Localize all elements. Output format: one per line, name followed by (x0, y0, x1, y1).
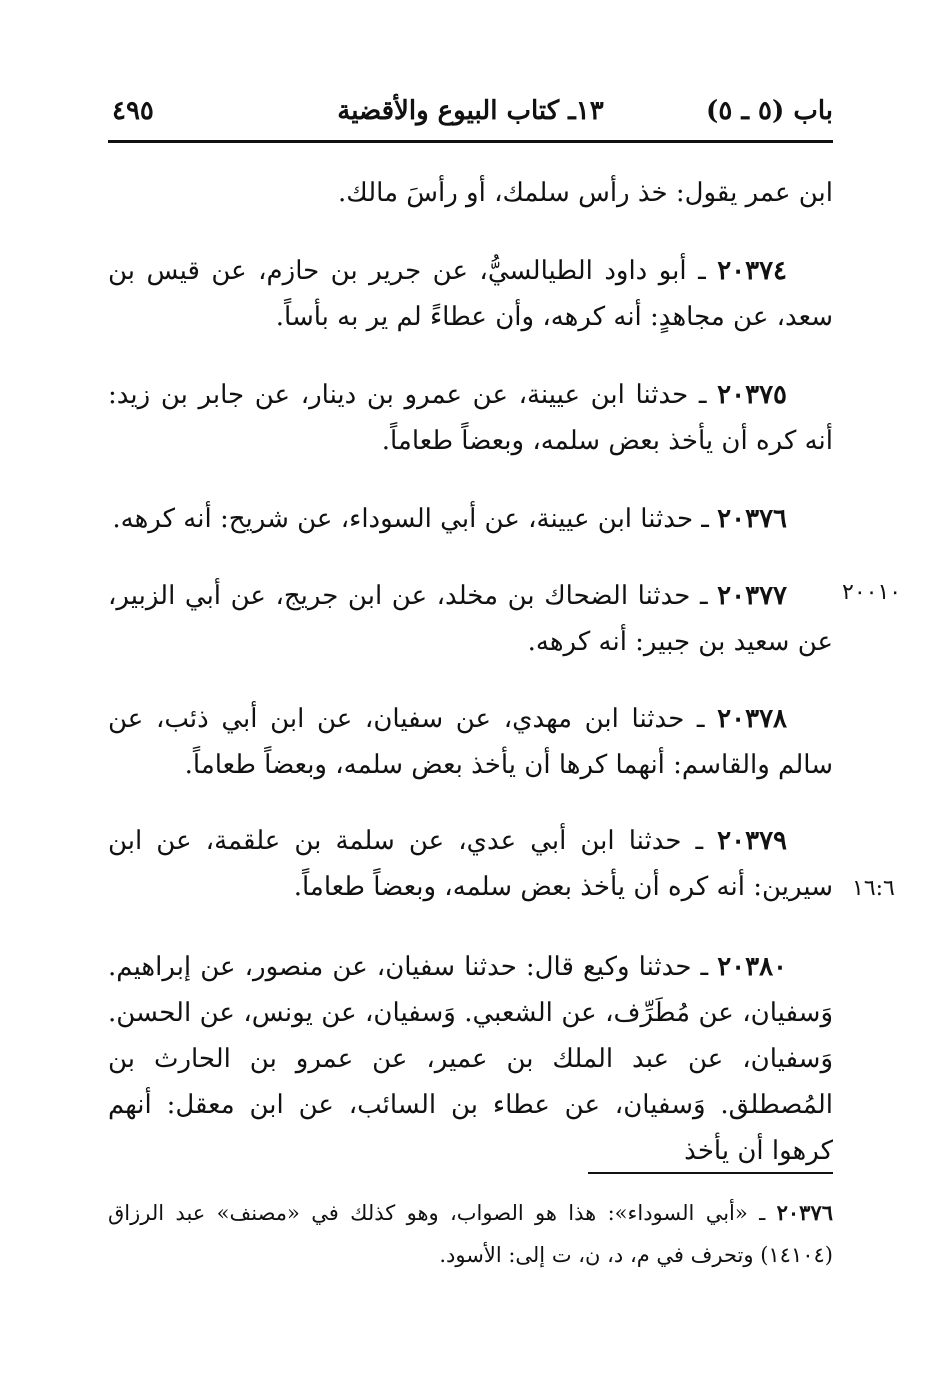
hadith-entry-20379 (108, 818, 833, 910)
page-number: ٤٩٥ (112, 96, 154, 126)
hadith-text: ـ حدثنا ابن عيينة، عن أبي السوداء، عن شريح: أنه كرهه. (112, 504, 709, 534)
hadith-text: ـ حدثنا ابن مهدي، عن سفيان، عن ابن أبي ذئب، عن سالم والقاسم: أنهما كرها أن يأخذ بعض سلمه، وبعضاً طعاماً. (108, 704, 833, 780)
hadith-text: ـ حدثنا ابن عيينة، عن عمرو بن دينار، عن جابر بن زيد: أنه كره أن يأخذ بعض سلمه، وبعضاً طعاماً. (108, 380, 833, 456)
hadith-text: ـ حدثنا الضحاك بن مخلد، عن ابن جريج، عن أبي الزبير، عن سعيد بن جبير: أنه كرهه. (108, 581, 833, 657)
footnote (108, 1192, 833, 1276)
hadith-entry-20375 (108, 372, 833, 464)
footnote-separator (588, 1172, 833, 1174)
hadith-entry-20378 (108, 696, 833, 788)
chapter-heading: باب (٥ ـ ٥) (706, 96, 833, 126)
hadith-text: ـ حدثنا وكيع قال: حدثنا سفيان، عن منصور، عن إبراهيم. وَسفيان، عن مُطَرِّف، عن الشعبي. وَسفيان، عن يونس، عن الحسن. وَسفيان، عن عبد الملك بن عمير، عن عمرو بن الحارث بن المُصطلق. وَسفيان، عن عطاء بن السائب، عن ابن معقل: أنهم كرهوا أن يأخذ (108, 952, 833, 1166)
margin-volume-page-reference: ١٦:٦ (852, 876, 895, 901)
hadith-number: ٢٠٣٧٦ (717, 504, 787, 534)
hadith-number: ٢٠٣٧٩ (717, 826, 787, 856)
hadith-entry-20374 (108, 248, 833, 340)
margin-reference-number: ٢٠٠١٠ (842, 580, 902, 605)
intro-text: ابن عمر يقول: خذ رأس سلمك، أو رأسَ مالك. (338, 178, 833, 208)
hadith-text: ـ أبو داود الطيالسيُّ، عن جرير بن حازم، عن قيس بن سعد، عن مجاهدٍ: أنه كرهه، وأن عطاءً لم ير به بأساً. (108, 256, 833, 332)
hadith-entry-20377 (108, 573, 833, 665)
hadith-entry-20376 (108, 496, 833, 542)
hadith-number: ٢٠٣٧٨ (717, 704, 787, 734)
book-title: ١٣ـ كتاب البيوع والأقضية (337, 96, 604, 126)
page-header (108, 88, 833, 136)
hadith-number: ٢٠٣٨٠ (717, 952, 788, 982)
hadith-entry-20380 (108, 944, 833, 1174)
hadith-number: ٢٠٣٧٧ (717, 581, 787, 611)
footnote-text: ـ «أبي السوداء»: هذا هو الصواب، وهو كذلك في «مصنف» عبد الرزاق (١٤١٠٤) وتحرف في م، د، ن، ت إلى: الأسود. (108, 1201, 833, 1267)
hadith-number: ٢٠٣٧٤ (717, 256, 788, 286)
hadith-text: ـ حدثنا ابن أبي عدي، عن سلمة بن علقمة، عن ابن سيرين: أنه كره أن يأخذ بعض سلمه، وبعضاً طعاماً. (108, 826, 833, 902)
footnote-number: ٢٠٣٧٦ (776, 1200, 834, 1225)
intro-paragraph (108, 170, 833, 216)
hadith-number: ٢٠٣٧٥ (717, 380, 787, 410)
header-rule (108, 140, 833, 143)
